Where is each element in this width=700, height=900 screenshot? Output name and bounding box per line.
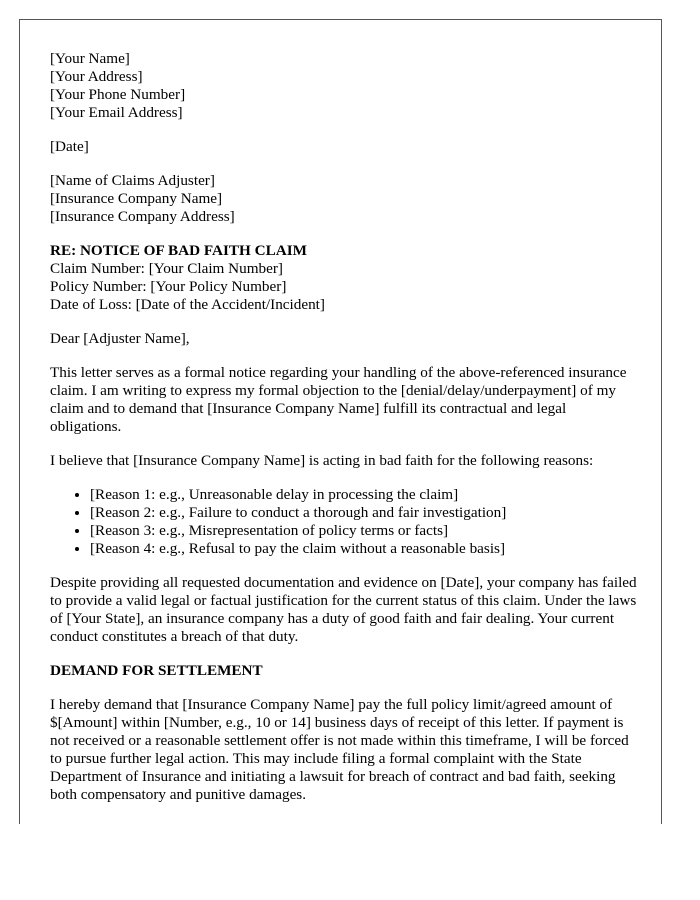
despite-paragraph: Despite providing all requested documentation and evidence on [Date], your company has failed to provide a valid legal or factual justification for the current status of this claim. Under the laws of [Your State], an insurance company has a duty of good faith and fair dealing. Your current conduct constitutes a breach of that duty. (50, 574, 637, 645)
sender-email: [Your Email Address] (50, 104, 183, 121)
sender-address: [Your Address] (50, 68, 143, 85)
demand-paragraph: I hereby demand that [Insurance Company Name] pay the full policy limit/agreed amount of $[Amount] within [Number, e.g., 10 or 14] business days of receipt of this letter. If payment is not received or a reasonable settlement offer is not made within this timeframe, I will be forced to pursue further legal action. This may include filing a formal complaint with the State Department of Insurance and initiating a lawsuit for breach of contract and bad faith, seeking both compensatory and punitive damages. (50, 696, 629, 803)
letter-date: [Date] (50, 138, 89, 155)
sender-name: [Your Name] (50, 50, 130, 67)
date-block (50, 138, 640, 156)
reason-item: • [Reason 1: e.g., Unreasonable delay in processing the claim] (90, 486, 640, 504)
demand-heading: DEMAND FOR SETTLEMENT (50, 662, 263, 679)
reason-item: • [Reason 4: e.g., Refusal to pay the claim without a reasonable basis] (90, 540, 640, 558)
sender-block (50, 50, 640, 122)
claim-number: Claim Number: [Your Claim Number] (50, 260, 283, 277)
recipient-company-address: [Insurance Company Address] (50, 208, 235, 225)
recipient-company: [Insurance Company Name] (50, 190, 223, 207)
date-of-loss: Date of Loss: [Date of the Accident/Incident] (50, 296, 325, 313)
salutation: Dear [Adjuster Name], (50, 330, 190, 347)
reasons-lead-paragraph: I believe that [Insurance Company Name] is acting in bad faith for the following reasons: (50, 452, 594, 469)
reasons-list (50, 486, 640, 558)
recipient-block (50, 172, 640, 226)
letter-content (50, 50, 640, 820)
reason-item: • [Reason 2: e.g., Failure to conduct a thorough and fair investigation] (90, 504, 640, 522)
intro-paragraph: This letter serves as a formal notice regarding your handling of the above-referenced insurance claim. I am writing to express my formal objection to the [denial/delay/underpayment] of my claim and to demand that [Insurance Company Name] fulfill its contractual and legal obligations. (50, 364, 627, 435)
subject-re-line: RE: NOTICE OF BAD FAITH CLAIM (50, 242, 307, 259)
reason-item: • [Reason 3: e.g., Misrepresentation of policy terms or facts] (90, 522, 640, 540)
letter-page (19, 19, 662, 824)
sender-phone: [Your Phone Number] (50, 86, 186, 103)
subject-block (50, 242, 640, 314)
policy-number: Policy Number: [Your Policy Number] (50, 278, 287, 295)
recipient-adjuster: [Name of Claims Adjuster] (50, 172, 215, 189)
